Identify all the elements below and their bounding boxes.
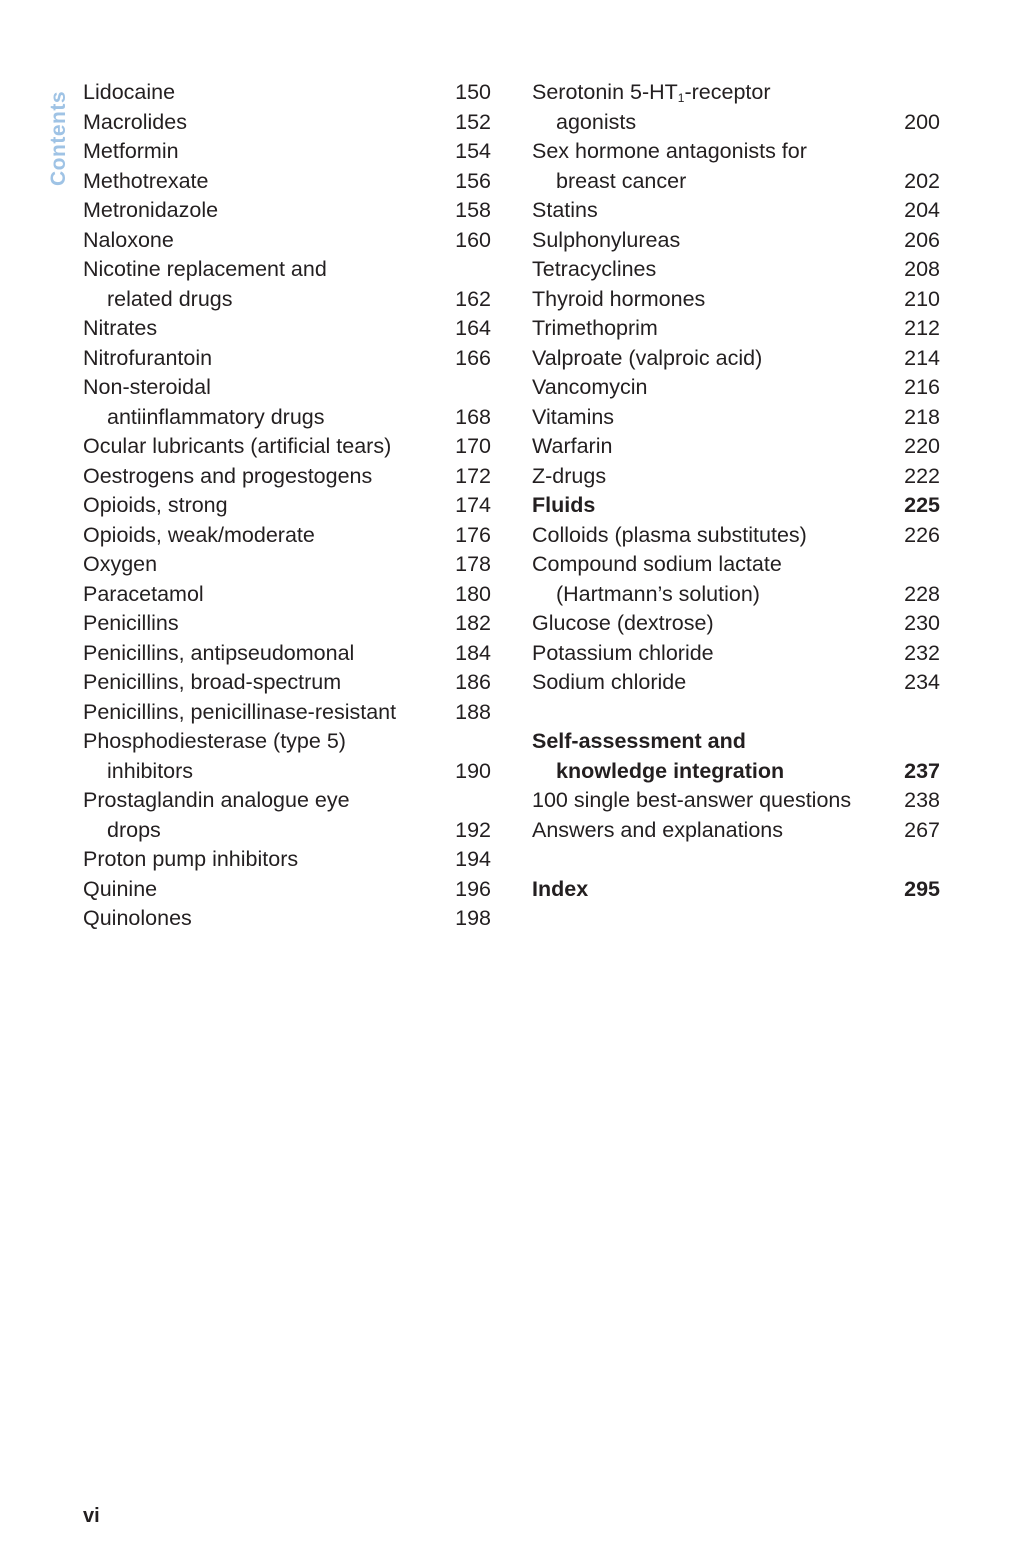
toc-entry-title: breast cancer (556, 168, 687, 193)
toc-entry-title: Z-drugs (532, 463, 607, 488)
toc-page-number: 208 (904, 257, 940, 281)
toc-entry-title: Proton pump inhibitors (83, 847, 299, 871)
toc-section-heading (532, 491, 940, 521)
toc-entry-title: Sodium chloride (532, 670, 687, 694)
toc-entry (532, 373, 940, 403)
toc-page-number: 152 (455, 109, 491, 134)
toc-entry (532, 668, 940, 698)
toc-page-number: 168 (455, 404, 491, 429)
toc-entry-title: Penicillins (83, 611, 179, 635)
toc-page-number: 180 (455, 581, 491, 606)
toc-entry (532, 285, 940, 315)
toc-entry-title: Potassium chloride (532, 640, 714, 665)
toc-entry-title: Penicillins, antipseudomonal (83, 640, 355, 665)
toc-entry (532, 432, 940, 462)
toc-entry-title: Vitamins (532, 404, 615, 429)
toc-entry (83, 344, 491, 374)
toc-entry-title: Self-assessment and (532, 729, 746, 753)
toc-entry-title: Quinine (83, 876, 158, 901)
toc-entry-title: inhibitors (107, 758, 194, 783)
toc-entry (83, 196, 491, 226)
toc-entry-title: Oxygen (83, 552, 158, 576)
toc-right-column (532, 78, 940, 904)
toc-entry (83, 875, 491, 905)
toc-entry-title: Compound sodium lactate (532, 552, 782, 576)
toc-entry (83, 550, 491, 580)
toc-entry (83, 727, 491, 786)
toc-entry-title: Opioids, strong (83, 493, 228, 517)
toc-page-number: 238 (904, 788, 940, 812)
toc-page-number: 295 (904, 876, 940, 901)
toc-page-number: 212 (904, 316, 940, 340)
toc-page-number: 172 (455, 463, 491, 488)
toc-page-number: 206 (904, 227, 940, 252)
toc-entry-title: antiinflammatory drugs (107, 404, 325, 429)
toc-page-number: 202 (904, 168, 940, 193)
toc-page-number: 222 (904, 463, 940, 488)
toc-entry-title (532, 78, 940, 108)
toc-page-number: 170 (455, 434, 491, 458)
toc-page-number: 190 (455, 758, 491, 783)
toc-page-number: 166 (455, 345, 491, 370)
toc-page-number: 220 (904, 434, 940, 458)
toc-entry-title: Quinolones (83, 906, 192, 930)
toc-entry-title: knowledge integration (556, 758, 785, 783)
toc-page-number: 188 (455, 699, 491, 724)
toc-entry-title-text: Serotonin 5-HT (532, 80, 678, 104)
toc-entry-title: Methotrexate (83, 168, 209, 193)
toc-page-number: 164 (455, 316, 491, 340)
toc-page-number: 218 (904, 404, 940, 429)
toc-entry-title: 100 single best-answer questions (532, 788, 852, 812)
toc-entry (532, 314, 940, 344)
toc-entry (83, 580, 491, 610)
side-section-label: Contents (47, 91, 70, 186)
toc-page-number: 182 (455, 611, 491, 635)
toc-entry (83, 698, 491, 728)
toc-entry (83, 904, 491, 934)
toc-entry-title: Metronidazole (83, 198, 219, 222)
toc-page-number: 226 (904, 522, 940, 547)
toc-entry (532, 78, 940, 137)
toc-entry-title: Sulphonylureas (532, 227, 681, 252)
toc-entry-title: Statins (532, 198, 598, 222)
toc-entry (83, 639, 491, 669)
toc-entry (532, 255, 940, 285)
toc-entry-title: Phosphodiesterase (type 5) (83, 729, 346, 753)
toc-entry-title: Thyroid hormones (532, 286, 706, 311)
toc-entry (83, 226, 491, 256)
toc-page-number: 158 (455, 198, 491, 222)
toc-section-heading (532, 727, 940, 786)
toc-left-column (83, 78, 491, 934)
toc-page-number: 194 (455, 847, 491, 871)
toc-page-number: 162 (455, 286, 491, 311)
toc-page-number: 200 (904, 109, 940, 134)
toc-page-number: 230 (904, 611, 940, 635)
toc-entry (532, 462, 940, 492)
toc-entry (83, 373, 491, 432)
toc-page-number: 192 (455, 817, 491, 842)
toc-entry (83, 491, 491, 521)
toc-entry (532, 196, 940, 226)
toc-entry (83, 255, 491, 314)
toc-entry (83, 432, 491, 462)
toc-entry (532, 403, 940, 433)
toc-page-number: 234 (904, 670, 940, 694)
toc-section-heading (532, 875, 940, 905)
toc-entry-title: Nitrofurantoin (83, 345, 213, 370)
toc-entry (532, 786, 940, 816)
toc-page-number: 156 (455, 168, 491, 193)
toc-entry-title: Naloxone (83, 227, 174, 252)
toc-entry-title: Nitrates (83, 316, 158, 340)
toc-entry (532, 639, 940, 669)
toc-entry (83, 108, 491, 138)
spacer (532, 845, 940, 875)
toc-entry (532, 550, 940, 609)
toc-page-number: 178 (455, 552, 491, 576)
toc-page-number: 160 (455, 227, 491, 252)
toc-entry-title: Fluids (532, 493, 596, 517)
toc-entry (532, 137, 940, 196)
toc-entry-title: Penicillins, penicillinase-resistant (83, 699, 397, 724)
toc-entry-title: Paracetamol (83, 581, 204, 606)
toc-page-number: 184 (455, 640, 491, 665)
toc-entry-title: Warfarin (532, 434, 613, 458)
spacer (532, 698, 940, 728)
toc-entry-title: Sex hormone antagonists for (532, 139, 807, 163)
toc-page-number: 154 (455, 139, 491, 163)
toc-page-number: 232 (904, 640, 940, 665)
toc-entry-title: (Hartmann’s solution) (556, 581, 760, 606)
toc-entry-title: Non-steroidal (83, 375, 211, 399)
toc-entry-title: Colloids (plasma substitutes) (532, 522, 807, 547)
toc-entry (83, 462, 491, 492)
toc-entry (532, 521, 940, 551)
toc-entry-title: Valproate (valproic acid) (532, 345, 763, 370)
toc-page-number: 267 (904, 817, 940, 842)
toc-entry-title: Nicotine replacement and (83, 257, 327, 281)
toc-entry-title: Opioids, weak/moderate (83, 522, 315, 547)
toc-page-number: 176 (455, 522, 491, 547)
toc-entry-title: Penicillins, broad-spectrum (83, 670, 342, 694)
toc-entry (83, 314, 491, 344)
toc-entry-title-text: -receptor (684, 80, 771, 104)
toc-entry (83, 786, 491, 845)
toc-page-number: 186 (455, 670, 491, 694)
toc-entry (83, 845, 491, 875)
toc-entry (83, 167, 491, 197)
toc-entry (83, 609, 491, 639)
toc-entry (83, 521, 491, 551)
toc-entry-title: Metformin (83, 139, 179, 163)
toc-entry-title: Tetracyclines (532, 257, 657, 281)
toc-page-number: 196 (455, 876, 491, 901)
toc-entry-title: related drugs (107, 286, 233, 311)
toc-entry-title: Answers and explanations (532, 817, 783, 842)
toc-entry-title: agonists (556, 109, 637, 134)
toc-entry (83, 668, 491, 698)
subscript: 1 (677, 91, 685, 105)
toc-page-number: 228 (904, 581, 940, 606)
toc-page-number: 216 (904, 375, 940, 399)
toc-page-number: 150 (455, 80, 491, 104)
page-folio: vi (83, 1505, 100, 1527)
toc-entry (83, 137, 491, 167)
toc-page-number: 174 (455, 493, 491, 517)
toc-entry-title: Glucose (dextrose) (532, 611, 714, 635)
toc-page-number: 204 (904, 198, 940, 222)
toc-entry-title: Lidocaine (83, 80, 176, 104)
toc-entry (532, 344, 940, 374)
toc-entry-title: Trimethoprim (532, 316, 658, 340)
toc-entry-title: Macrolides (83, 109, 187, 134)
toc-entry (532, 816, 940, 846)
toc-entry-title: drops (107, 817, 161, 842)
toc-page-number: 225 (904, 493, 940, 517)
toc-page-number: 237 (904, 758, 940, 783)
toc-entry-title: Index (532, 876, 589, 901)
toc-page-number: 214 (904, 345, 940, 370)
toc-page-number: 198 (455, 906, 491, 930)
toc-entry-title: Prostaglandin analogue eye (83, 788, 350, 812)
toc-entry-title: Oestrogens and progestogens (83, 463, 373, 488)
toc-entry (83, 78, 491, 108)
toc-entry (532, 609, 940, 639)
toc-entry-title: Vancomycin (532, 375, 648, 399)
toc-entry-title: Ocular lubricants (artificial tears) (83, 434, 392, 458)
toc-page-number: 210 (904, 286, 940, 311)
toc-entry (532, 226, 940, 256)
